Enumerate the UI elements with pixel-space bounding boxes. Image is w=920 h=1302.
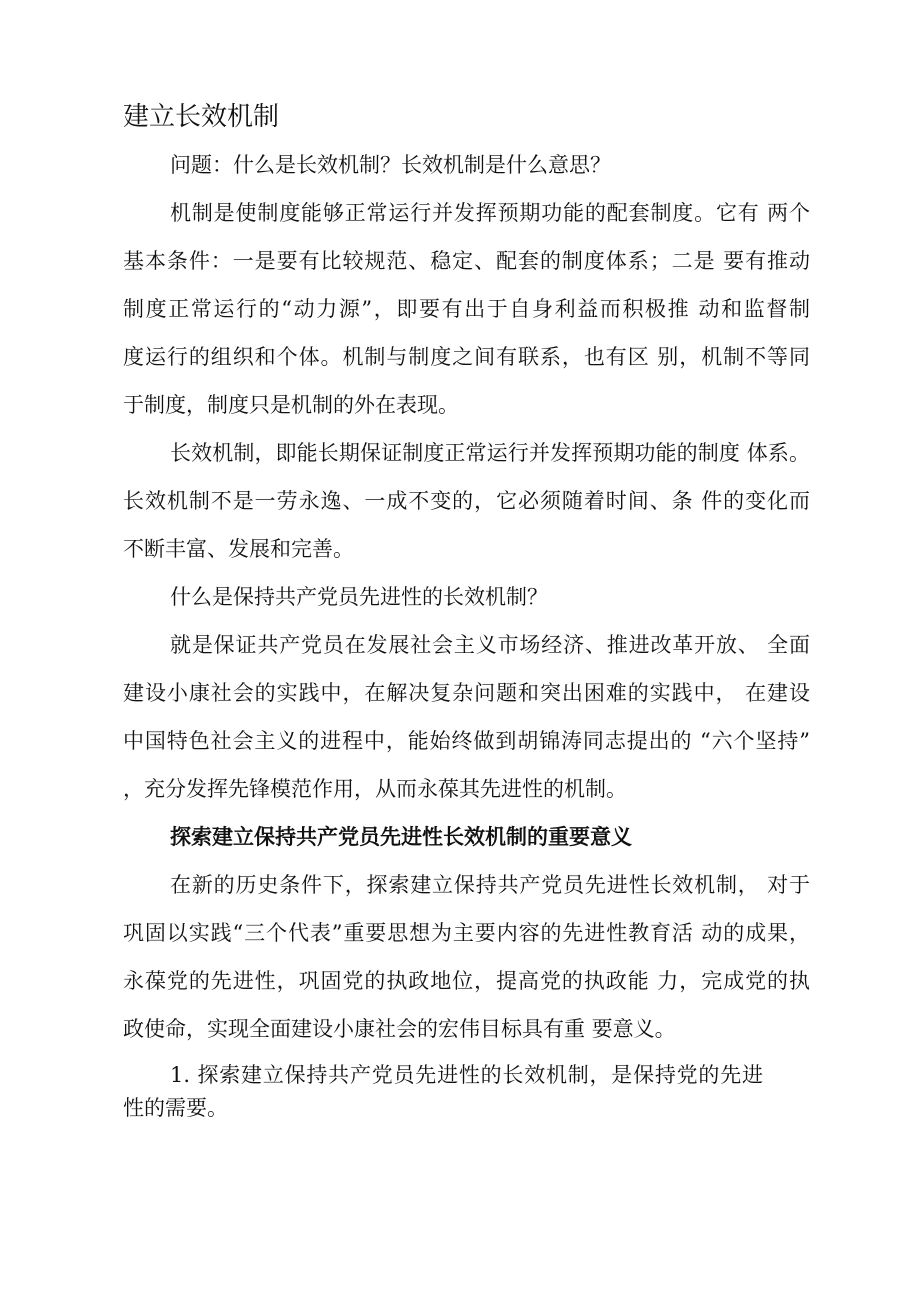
paragraph-answer (123, 621, 810, 813)
text-line: 政使命，实现全面建设小康社会的宏伟目标具有重 要意义。 (123, 1017, 676, 1041)
text-line: 建设小康社会的实践中，在解决复杂问题和突出困难的实践中， 在建设 (123, 681, 810, 705)
text-line: 机制是使制度能够正常运行并发挥预期功能的配套制度。它有 两个 (170, 201, 810, 225)
text-line: 1. 探索建立保持共产党员先进性的长效机制，是保持党的先进 (170, 1063, 763, 1087)
text-line: 永葆党的先进性，巩固党的执政地位，提高党的执政能 力，完成党的执 (123, 969, 810, 993)
text-line: 在新的历史条件下，探索建立保持共产党员先进性长效机制， 对于 (170, 873, 810, 897)
paragraph-mechanism-definition (123, 189, 810, 429)
text-line: 性的需要。 (123, 1096, 228, 1120)
paragraph-significance (123, 861, 810, 1053)
question-paragraph: 问题：什么是长效机制？长效机制是什么意思？ (170, 153, 611, 177)
text-line: 中国特色社会主义的进程中，能始终做到胡锦涛同志提出的 “六个坚持” (123, 729, 810, 753)
text-line: 就是保证共产党员在发展社会主义市场经济、推进改革开放、 全面 (170, 633, 810, 657)
text-line: 不断丰富、发展和完善。 (123, 537, 354, 561)
text-line: 于制度，制度只是机制的外在表现。 (123, 393, 459, 417)
text-line: 基本条件：一是要有比较规范、稳定、配套的制度体系；二是 要有推动 (123, 249, 810, 273)
text-line: ，充分发挥先锋模范作用，从而永葆其先进性的机制。 (123, 777, 627, 801)
text-line: 度运行的组织和个体。机制与制度之间有联系，也有区 别，机制不等同 (123, 345, 810, 369)
paragraph-question-advanced: 什么是保持共产党员先进性的长效机制？ (170, 585, 548, 609)
document-body (123, 141, 810, 1053)
paragraph-long-term-mechanism (123, 429, 810, 573)
text-line: 制度正常运行的“动力源”，即要有出于自身利益而积极推 动和监督制 (123, 297, 810, 321)
section-heading: 探索建立保持共产党员先进性长效机制的重要意义 (170, 824, 632, 849)
text-line: 巩固以实践“三个代表”重要思想为主要内容的先进性教育活 动的成果， (123, 921, 810, 945)
text-line: 长效机制，即能长期保证制度正常运行并发挥预期功能的制度 体系。 (170, 441, 810, 465)
document-title: 建立长效机制 (123, 102, 280, 132)
numbered-item-1 (123, 1054, 763, 1120)
text-line: 长效机制不是一劳永逸、一成不变的，它必须随着时间、条 件的变化而 (123, 489, 810, 513)
